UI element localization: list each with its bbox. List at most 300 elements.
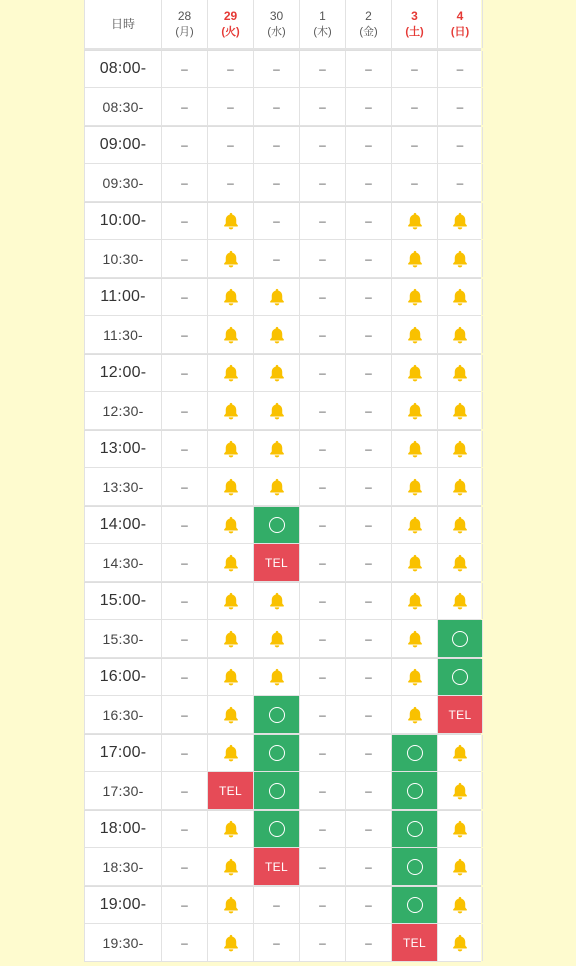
bell-icon: [267, 287, 287, 307]
time-label: 18:00-: [99, 820, 147, 837]
time-label: 19:30-: [102, 934, 144, 951]
bell-icon: [450, 363, 470, 383]
time-label: 17:00-: [99, 744, 147, 761]
slot-waitlist[interactable]: [438, 887, 483, 923]
slot-waitlist[interactable]: [392, 431, 438, 467]
slot-waitlist[interactable]: [438, 848, 483, 885]
table-row: [84, 392, 481, 430]
slot-unavailable: [438, 51, 483, 87]
time-cell: [84, 772, 162, 809]
slot-unavailable: [346, 203, 392, 239]
slot-unavailable: [162, 696, 208, 733]
bell-icon: [405, 477, 425, 497]
bell-icon: [221, 705, 241, 725]
bell-icon: [267, 667, 287, 687]
circle-icon: [407, 821, 423, 837]
circle-icon: [269, 783, 285, 799]
dash-mark: –: [181, 99, 188, 114]
dash-mark: –: [319, 214, 326, 228]
slot-waitlist[interactable]: [438, 316, 483, 353]
time-label: 08:00-: [99, 60, 147, 77]
day-date: 4: [456, 9, 464, 23]
slot-unavailable: [438, 88, 483, 125]
time-cell: [84, 583, 162, 619]
day-of-week: (木): [313, 26, 332, 38]
bell-icon: [221, 325, 241, 345]
slot-unavailable: [392, 51, 438, 87]
table-row: [84, 696, 481, 734]
dash-mark: –: [319, 707, 326, 722]
bell-icon: [221, 819, 241, 839]
table-row: [84, 354, 481, 392]
slot-unavailable: [254, 924, 300, 961]
day-of-week: (日): [450, 26, 470, 38]
slot-available[interactable]: [254, 735, 300, 771]
dash-mark: –: [319, 518, 326, 532]
dash-mark: –: [365, 138, 372, 152]
slot-unavailable: [300, 735, 346, 771]
time-label: 15:30-: [102, 630, 144, 647]
slot-unavailable: [162, 924, 208, 961]
slot-unavailable: [162, 507, 208, 543]
time-label: 18:30-: [102, 858, 144, 875]
slot-waitlist[interactable]: [208, 811, 254, 847]
slot-waitlist[interactable]: [438, 279, 483, 315]
dash-mark: –: [365, 670, 372, 684]
dash-mark: –: [181, 670, 188, 684]
slot-unavailable: [300, 164, 346, 201]
slot-available[interactable]: [392, 848, 438, 885]
slot-waitlist[interactable]: [392, 696, 438, 733]
slot-unavailable: [300, 279, 346, 315]
slot-waitlist[interactable]: [392, 392, 438, 429]
slot-unavailable: [346, 127, 392, 163]
slot-unavailable: [162, 316, 208, 353]
table-body: [84, 50, 481, 962]
slot-unavailable: [162, 279, 208, 315]
bell-icon: [405, 629, 425, 649]
bell-icon: [405, 325, 425, 345]
slot-available[interactable]: [254, 507, 300, 543]
slot-tel[interactable]: [254, 544, 300, 581]
dash-mark: –: [181, 859, 188, 874]
slot-waitlist[interactable]: [208, 583, 254, 619]
slot-unavailable: [162, 887, 208, 923]
day-header: [300, 0, 346, 48]
day-header: [392, 0, 438, 48]
dash-mark: –: [319, 403, 326, 418]
slot-available[interactable]: [254, 772, 300, 809]
slot-unavailable: [162, 544, 208, 581]
dash-mark: –: [365, 746, 372, 760]
table-header: [84, 0, 481, 50]
slot-tel[interactable]: [438, 696, 483, 733]
slot-unavailable: [346, 735, 392, 771]
time-cell: [84, 544, 162, 581]
dash-mark: –: [273, 99, 280, 114]
day-of-week: (土): [405, 26, 424, 38]
slot-unavailable: [162, 659, 208, 695]
dash-mark: –: [273, 251, 280, 266]
dash-mark: –: [365, 935, 372, 950]
day-header: [162, 0, 208, 48]
dash-mark: –: [181, 479, 188, 494]
slot-waitlist[interactable]: [392, 659, 438, 695]
dash-mark: –: [181, 62, 188, 76]
slot-unavailable: [346, 583, 392, 619]
slot-unavailable: [162, 583, 208, 619]
bell-icon: [450, 249, 470, 269]
slot-waitlist[interactable]: [208, 887, 254, 923]
slot-unavailable: [300, 88, 346, 125]
slot-waitlist[interactable]: [438, 544, 483, 581]
slot-unavailable: [300, 772, 346, 809]
slot-waitlist[interactable]: [254, 431, 300, 467]
table-row: [84, 886, 481, 924]
slot-unavailable: [392, 88, 438, 125]
slot-waitlist[interactable]: [254, 468, 300, 505]
slot-waitlist[interactable]: [254, 355, 300, 391]
slot-tel[interactable]: [392, 924, 438, 961]
slot-waitlist[interactable]: [208, 848, 254, 885]
day-of-week: (火): [221, 26, 240, 38]
day-date: 30: [269, 9, 284, 23]
slot-waitlist[interactable]: [438, 355, 483, 391]
dash-mark: –: [273, 214, 280, 228]
slot-waitlist[interactable]: [254, 659, 300, 695]
table-row: [84, 924, 481, 962]
slot-waitlist[interactable]: [254, 279, 300, 315]
slot-waitlist[interactable]: [438, 735, 483, 771]
slot-unavailable: [300, 659, 346, 695]
time-label: 15:00-: [99, 592, 147, 609]
dash-mark: –: [181, 631, 188, 646]
circle-icon: [269, 745, 285, 761]
bell-icon: [221, 249, 241, 269]
dash-mark: –: [456, 175, 464, 190]
slot-waitlist[interactable]: [438, 431, 483, 467]
table-row: [84, 582, 481, 620]
dash-mark: –: [227, 138, 234, 152]
slot-waitlist[interactable]: [254, 316, 300, 353]
time-cell: [84, 127, 162, 163]
tel-label: TEL: [265, 555, 288, 570]
bell-icon: [405, 705, 425, 725]
time-column-header-label: 日時: [110, 17, 135, 31]
slot-unavailable: [254, 240, 300, 277]
bell-icon: [221, 629, 241, 649]
time-cell: [84, 924, 162, 961]
table-row: [84, 316, 481, 354]
slot-unavailable: [300, 811, 346, 847]
slot-waitlist[interactable]: [208, 316, 254, 353]
slot-unavailable: [346, 659, 392, 695]
dash-mark: –: [181, 138, 188, 152]
slot-waitlist[interactable]: [392, 583, 438, 619]
slot-unavailable: [300, 848, 346, 885]
slot-unavailable: [254, 164, 300, 201]
slot-available[interactable]: [392, 735, 438, 771]
slot-waitlist[interactable]: [392, 507, 438, 543]
bell-icon: [221, 553, 241, 573]
slot-waitlist[interactable]: [438, 924, 483, 961]
bell-icon: [221, 401, 241, 421]
time-label: 12:00-: [99, 364, 147, 381]
slot-waitlist[interactable]: [208, 735, 254, 771]
dash-mark: –: [319, 62, 326, 76]
slot-unavailable: [300, 696, 346, 733]
slot-waitlist[interactable]: [208, 240, 254, 277]
slot-unavailable: [346, 51, 392, 87]
slot-waitlist[interactable]: [208, 203, 254, 239]
slot-unavailable: [346, 468, 392, 505]
slot-waitlist[interactable]: [208, 507, 254, 543]
bell-icon: [221, 667, 241, 687]
slot-waitlist[interactable]: [438, 507, 483, 543]
tel-label: TEL: [219, 783, 242, 798]
bell-icon: [450, 933, 470, 953]
time-cell: [84, 620, 162, 657]
table-row: [84, 240, 481, 278]
dash-mark: –: [365, 518, 372, 532]
slot-available[interactable]: [392, 811, 438, 847]
slot-waitlist[interactable]: [208, 355, 254, 391]
slot-tel[interactable]: [254, 848, 300, 885]
slot-waitlist[interactable]: [392, 203, 438, 239]
slot-waitlist[interactable]: [392, 279, 438, 315]
dash-mark: –: [319, 99, 326, 114]
slot-waitlist[interactable]: [438, 811, 483, 847]
slot-unavailable: [300, 355, 346, 391]
dash-mark: –: [273, 935, 280, 950]
time-label: 10:30-: [102, 250, 144, 267]
dash-mark: –: [365, 442, 372, 456]
slot-tel[interactable]: [208, 772, 254, 809]
day-of-week: (金): [359, 26, 378, 38]
dash-mark: –: [181, 783, 188, 798]
time-cell: [84, 279, 162, 315]
bell-icon: [221, 895, 241, 915]
table-row: [84, 658, 481, 696]
dash-mark: –: [365, 707, 372, 722]
slot-waitlist[interactable]: [208, 468, 254, 505]
slot-waitlist[interactable]: [438, 583, 483, 619]
time-cell: [84, 811, 162, 847]
slot-waitlist[interactable]: [392, 355, 438, 391]
slot-unavailable: [346, 772, 392, 809]
dash-mark: –: [365, 783, 372, 798]
dash-mark: –: [365, 251, 372, 266]
circle-icon: [452, 631, 468, 647]
dash-mark: –: [181, 518, 188, 532]
table-row: [84, 506, 481, 544]
day-date: 29: [223, 9, 238, 23]
slot-unavailable: [346, 88, 392, 125]
slot-unavailable: [438, 164, 483, 201]
slot-unavailable: [254, 203, 300, 239]
slot-waitlist[interactable]: [438, 392, 483, 429]
dash-mark: –: [319, 783, 326, 798]
slot-unavailable: [300, 51, 346, 87]
slot-available[interactable]: [254, 696, 300, 733]
dash-mark: –: [181, 594, 188, 608]
slot-waitlist[interactable]: [208, 620, 254, 657]
slot-waitlist[interactable]: [392, 240, 438, 277]
bell-icon: [405, 553, 425, 573]
slot-waitlist[interactable]: [254, 620, 300, 657]
bell-icon: [405, 363, 425, 383]
bell-icon: [221, 515, 241, 535]
circle-icon: [407, 783, 423, 799]
slot-waitlist[interactable]: [208, 279, 254, 315]
bell-icon: [267, 591, 287, 611]
dash-mark: –: [319, 859, 326, 874]
bell-icon: [405, 439, 425, 459]
slot-unavailable: [346, 924, 392, 961]
dash-mark: –: [319, 822, 326, 836]
slot-waitlist[interactable]: [438, 240, 483, 277]
tel-label: TEL: [448, 707, 472, 722]
table-row: [84, 620, 481, 658]
bell-icon: [267, 401, 287, 421]
dash-mark: –: [227, 62, 234, 76]
bell-icon: [450, 553, 470, 573]
time-cell: [84, 355, 162, 391]
slot-unavailable: [346, 240, 392, 277]
time-label: 09:30-: [102, 174, 144, 191]
bell-icon: [450, 325, 470, 345]
dash-mark: –: [319, 175, 326, 190]
slot-waitlist[interactable]: [438, 468, 483, 505]
slot-waitlist[interactable]: [208, 544, 254, 581]
dash-mark: –: [273, 898, 280, 912]
dash-mark: –: [227, 175, 234, 190]
bell-icon: [221, 287, 241, 307]
slot-unavailable: [300, 468, 346, 505]
slot-available[interactable]: [438, 659, 483, 695]
dash-mark: –: [319, 251, 326, 266]
slot-unavailable: [162, 431, 208, 467]
slot-unavailable: [208, 164, 254, 201]
dash-mark: –: [319, 138, 326, 152]
slot-waitlist[interactable]: [254, 392, 300, 429]
slot-waitlist[interactable]: [392, 316, 438, 353]
reservation-table: [84, 0, 481, 962]
time-cell: [84, 468, 162, 505]
slot-unavailable: [162, 127, 208, 163]
dash-mark: –: [365, 99, 372, 114]
dash-mark: –: [365, 479, 372, 494]
time-label: 11:00-: [100, 288, 146, 305]
slot-unavailable: [346, 164, 392, 201]
slot-unavailable: [392, 164, 438, 201]
slot-unavailable: [346, 316, 392, 353]
circle-icon: [407, 897, 423, 913]
dash-mark: –: [365, 822, 372, 836]
bell-icon: [450, 895, 470, 915]
slot-waitlist[interactable]: [208, 431, 254, 467]
slot-waitlist[interactable]: [254, 583, 300, 619]
dash-mark: –: [319, 594, 326, 608]
slot-waitlist[interactable]: [208, 924, 254, 961]
bell-icon: [450, 781, 470, 801]
slot-available[interactable]: [254, 811, 300, 847]
bell-icon: [450, 477, 470, 497]
slot-unavailable: [162, 811, 208, 847]
bell-icon: [267, 477, 287, 497]
day-date: 2: [365, 9, 372, 23]
table-row: [84, 734, 481, 772]
slot-waitlist[interactable]: [392, 544, 438, 581]
bell-icon: [405, 667, 425, 687]
slot-unavailable: [162, 848, 208, 885]
day-date: 28: [177, 9, 192, 23]
dash-mark: –: [181, 746, 188, 760]
dash-mark: –: [319, 746, 326, 760]
bell-icon: [450, 591, 470, 611]
dash-mark: –: [319, 290, 326, 304]
slot-available[interactable]: [392, 772, 438, 809]
slot-unavailable: [162, 772, 208, 809]
slot-unavailable: [346, 848, 392, 885]
table-row: [84, 544, 481, 582]
slot-available[interactable]: [392, 887, 438, 923]
table-row: [84, 126, 481, 164]
bell-icon: [221, 477, 241, 497]
tel-label: TEL: [265, 859, 288, 874]
dash-mark: –: [181, 403, 188, 418]
dash-mark: –: [319, 631, 326, 646]
slot-waitlist[interactable]: [392, 620, 438, 657]
slot-unavailable: [162, 355, 208, 391]
dash-mark: –: [319, 935, 326, 950]
time-cell: [84, 316, 162, 353]
time-label: 16:30-: [102, 706, 144, 723]
time-cell: [84, 240, 162, 277]
bell-icon: [450, 439, 470, 459]
time-cell: [84, 392, 162, 429]
dash-mark: –: [365, 859, 372, 874]
day-of-week: (月): [175, 26, 194, 38]
circle-icon: [269, 821, 285, 837]
slot-waitlist[interactable]: [208, 696, 254, 733]
dash-mark: –: [411, 62, 418, 76]
time-label: 09:00-: [99, 136, 147, 153]
dash-mark: –: [319, 442, 326, 456]
slot-unavailable: [254, 51, 300, 87]
bell-icon: [405, 249, 425, 269]
slot-waitlist[interactable]: [438, 203, 483, 239]
bell-icon: [450, 211, 470, 231]
table-row: [84, 164, 481, 202]
table-row: [84, 772, 481, 810]
slot-unavailable: [208, 127, 254, 163]
slot-available[interactable]: [438, 620, 483, 657]
dash-mark: –: [365, 898, 372, 912]
circle-icon: [407, 859, 423, 875]
slot-unavailable: [346, 392, 392, 429]
day-header: [346, 0, 392, 48]
table-row: [84, 430, 481, 468]
slot-waitlist[interactable]: [392, 468, 438, 505]
slot-unavailable: [254, 88, 300, 125]
slot-waitlist[interactable]: [208, 392, 254, 429]
bell-icon: [450, 401, 470, 421]
slot-unavailable: [254, 127, 300, 163]
slot-waitlist[interactable]: [208, 659, 254, 695]
slot-unavailable: [300, 240, 346, 277]
slot-waitlist[interactable]: [438, 772, 483, 809]
